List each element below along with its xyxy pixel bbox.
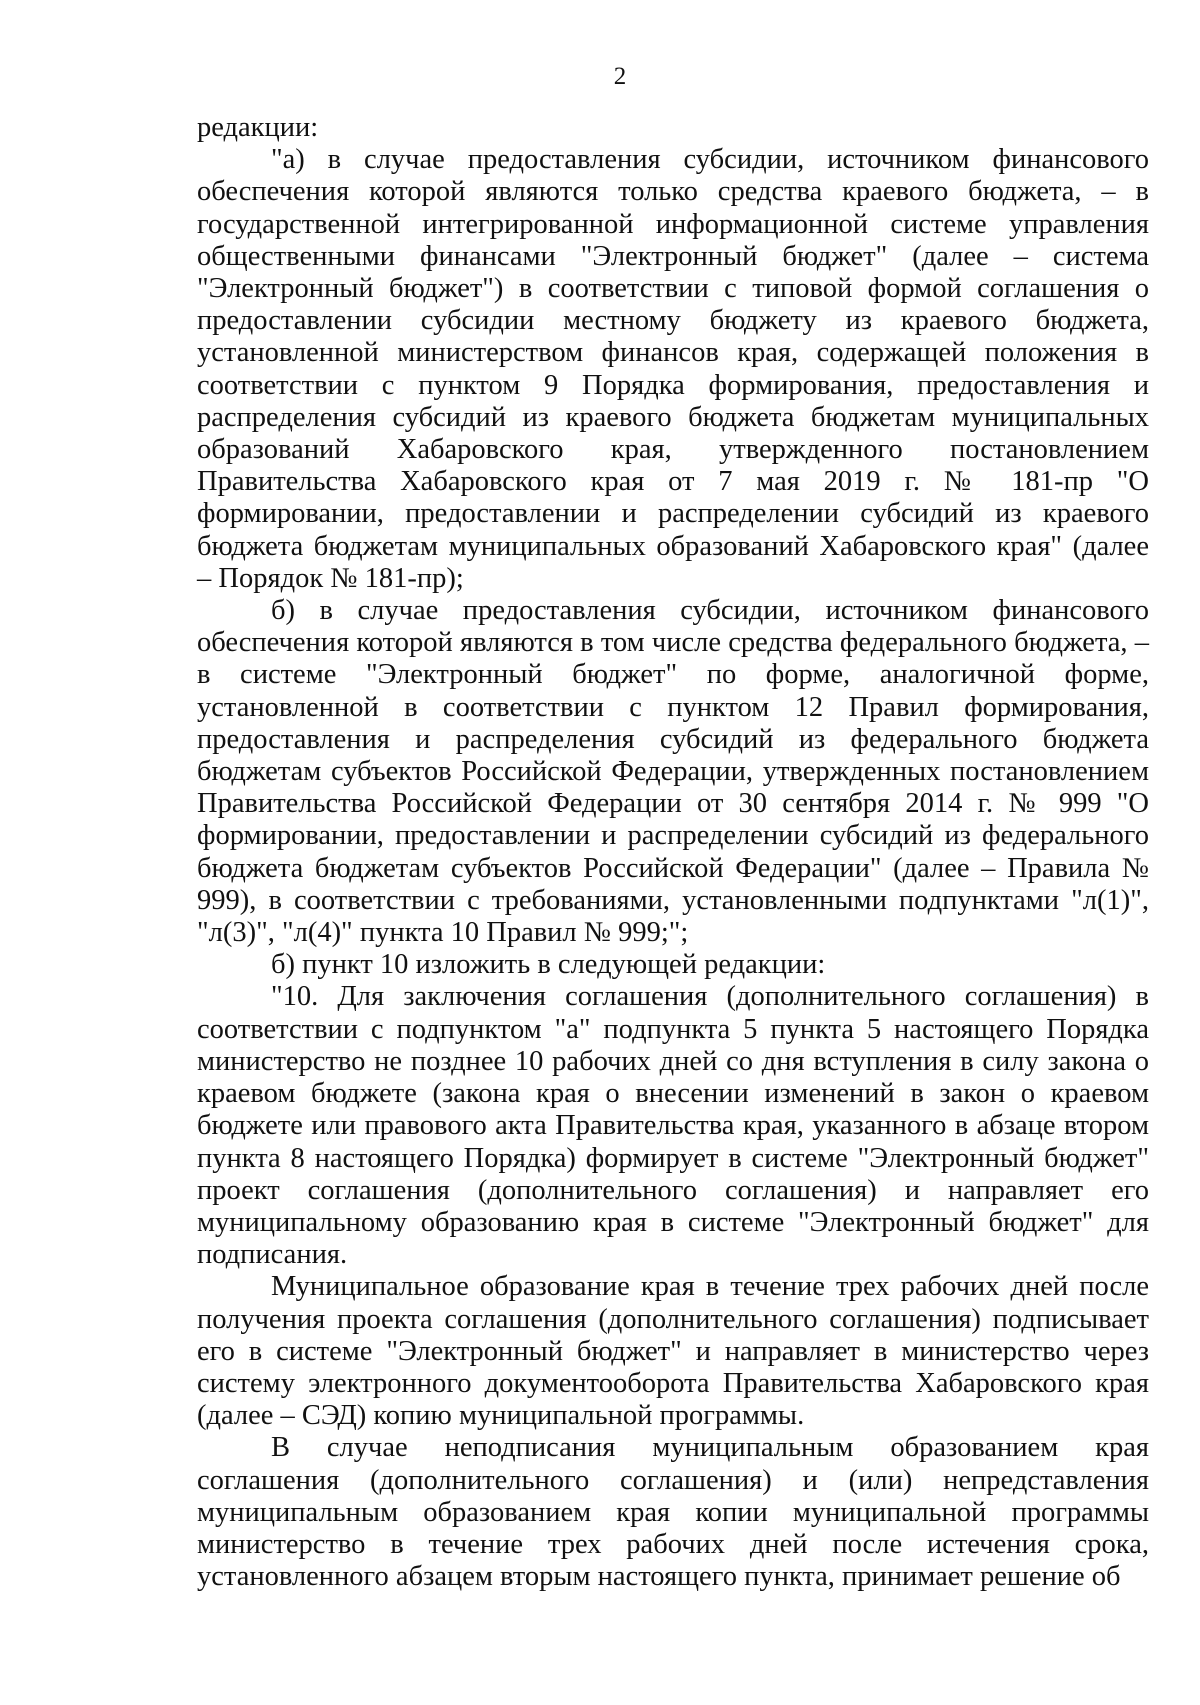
paragraph-continuation: редакции:: [197, 112, 319, 143]
paragraph-subitem-b: б) в случае предоставления субсидии, источником финансового обеспечения которой являются в том числе средства федерального бюджета, – в системе "Электронный бюджет" по форме, аналогичной форме, установленной в соответствии с пунктом 12 Правил формирования, предоставления и распределения субсидий из федерального бюджета бюджетам субъектов Российской Федерации, утвержденных постановлением Правительства Российской Федерации от 30 сентября 2014 г. № 999 "О формировании, предоставлении и распределении субсидий из федерального бюджета бюджетам субъектов Российской Федерации" (далее – Правила № 999), в соответствии с требованиями, установленными подпунктами "л(1)", "л(3)", "л(4)" пункта 10 Правил № 999;";: [197, 595, 1149, 949]
paragraph-municipal-signing: Муниципальное образование края в течение трех рабочих дней после получения проекта соглашения (дополнительного соглашения) подписывает его в системе "Электронный бюджет" и направляет в министерство через систему электронного документооборота Правительства Хабаровского края (далее – СЭД) копию муниципальной программы.: [197, 1271, 1149, 1432]
document-body: [197, 112, 1149, 1593]
paragraph-non-signing: В случае неподписания муниципальным образованием края соглашения (дополнительного соглашения) и (или) непредставления муниципальным образованием края копии муниципальной программы министерство в течение трех рабочих дней после истечения срока, установленного абзацем вторым настоящего пункта, принимает решение об: [197, 1432, 1149, 1593]
paragraph-point-10-instruction: б) пункт 10 изложить в следующей редакции:: [271, 949, 826, 981]
paragraph-point-10: "10. Для заключения соглашения (дополнительного соглашения) в соответствии с подпунктом "а" подпункта 5 пункта 5 настоящего Порядка министерство не позднее 10 рабочих дней со дня вступления в силу закона о краевом бюджете (закона края о внесении изменений в закон о краевом бюджете или правового акта Правительства края, указанного в абзаце втором пункта 8 настоящего Порядка) формирует в системе "Электронный бюджет" проект соглашения (дополнительного соглашения) и направляет его муниципальному образованию края в системе "Электронный бюджет" для подписания.: [197, 981, 1149, 1271]
page-number: 2: [613, 63, 627, 90]
paragraph-subitem-a: "а) в случае предоставления субсидии, источником финансового обеспечения которой являются только средства краевого бюджета, – в государственной интегрированной информационной системе управления общественными финансами "Электронный бюджет" (далее – система "Электронный бюджет") в соответствии с типовой формой соглашения о предоставлении субсидии местному бюджету из краевого бюджета, установленной министерством финансов края, содержащей положения в соответствии с пунктом 9 Порядка формирования, предоставления и распределения субсидий из краевого бюджета бюджетам муниципальных образований Хабаровского края, утвержденного постановлением Правительства Хабаровского края от 7 мая 2019 г. № 181-пр "О формировании, предоставлении и распределении субсидий из краевого бюджета бюджетам муниципальных образований Хабаровского края" (далее – Порядок № 181-пр);: [197, 144, 1149, 594]
